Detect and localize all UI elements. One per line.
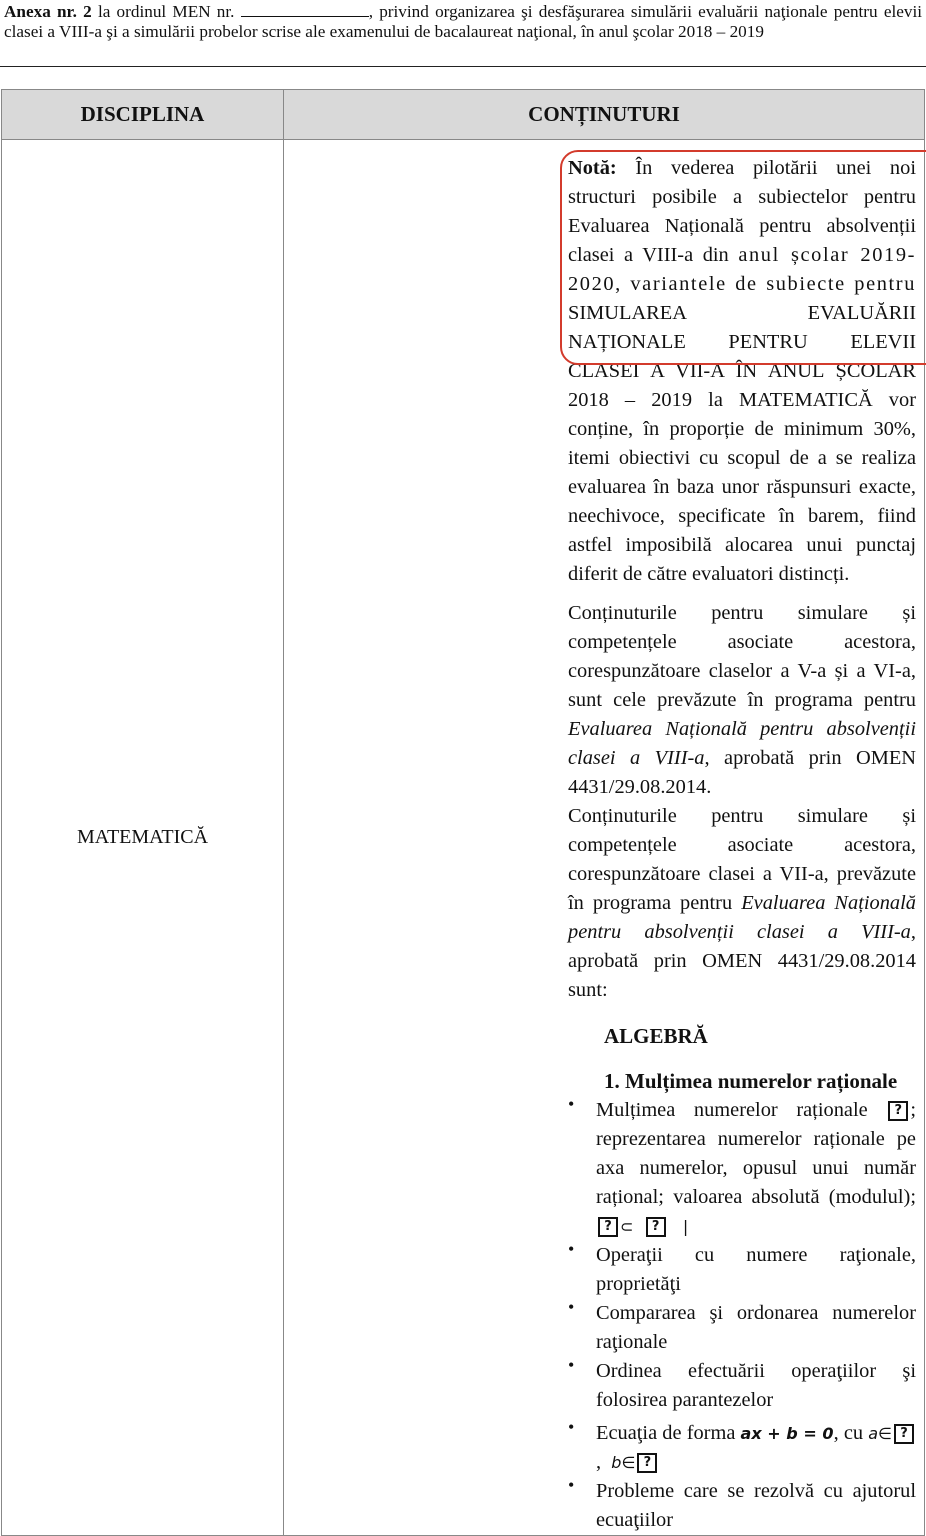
- missing-symbol-icon: ?: [646, 1217, 666, 1237]
- subset-symbol: ⊂: [620, 1217, 634, 1236]
- contents-cell: [284, 140, 925, 1536]
- section-title: ALGEBRĂ: [604, 1024, 708, 1048]
- equation: ax + b = 0: [740, 1424, 834, 1443]
- topics-list: [568, 1096, 916, 1535]
- list-item: • Compararea şi ordonarea numerelor raţionale: [568, 1299, 916, 1357]
- list-item: • Ecuaţia de forma ax + b = 0, cu a∈ ?, b∈ ?: [568, 1419, 916, 1477]
- curriculum-table: [1, 89, 925, 1536]
- table-header-row: [2, 90, 925, 140]
- order-number-blank: [241, 2, 369, 17]
- program-title: Evaluarea Națională pentru absolvenții clasei a VIII-a: [568, 718, 916, 769]
- item-text: Mulțimea numerelor raționale: [596, 1099, 868, 1121]
- paragraph-text: , aprobată prin OMEN 4431/29.08.2014 sunt:: [568, 921, 916, 1001]
- column-header-contents: CONȚINUTURI: [284, 90, 925, 140]
- missing-symbol-icon: ?: [637, 1453, 657, 1473]
- document-header: [4, 2, 922, 42]
- item-text: ; reprezentarea numerelor raționale pe axa numerelor, opusul unui număr rațional; valoarea absolută (modulul);: [596, 1099, 916, 1208]
- modulus-bar: |: [682, 1217, 689, 1236]
- paragraph-text: Conținuturile pentru simulare și competențele asociate acestora, corespunzătoare claselor a V-a și a VI-a, sunt cele prevăzute în programa pentru: [568, 602, 916, 711]
- header-text-2: , privind organizarea şi desfăşurarea simulării evaluării naţionale pentru elevii clasei a VIII-a şi a simulării probelor scrise ale examenului de bacalaureat naţional, în anul şcolar 2018 – 2019: [4, 2, 923, 41]
- program-title: Evaluarea Națională pentru absolvenții clasei a VIII-a: [568, 892, 916, 943]
- column-header-discipline: DISCIPLINA: [2, 90, 284, 140]
- list-item: • Operaţii cu numere raţionale, proprietăţi: [568, 1241, 916, 1299]
- missing-symbol-icon: ?: [598, 1217, 618, 1237]
- paragraph-grades-5-6: [568, 599, 916, 802]
- paragraph-text: Conținuturile pentru simulare și competențele asociate acestora, corespunzătoare clasei a VII-a, prevăzute în programa pentru: [568, 805, 916, 914]
- note-block: [568, 154, 916, 589]
- note-line-1: În vederea pilotării unei noi structuri posibile a subiectelor pentru Evaluarea Națională pentru absolvenții clasei a VIII-a din: [568, 157, 916, 266]
- table-row: [2, 140, 925, 1536]
- note-label: Notă:: [568, 157, 617, 179]
- note-line-2: anul școlar 2019-2020, variantele de subiecte pentru: [568, 244, 916, 295]
- math-a-in: a∈: [868, 1424, 892, 1443]
- list-item: [568, 1096, 916, 1241]
- header-text-1: la ordinul MEN nr.: [97, 2, 235, 21]
- missing-symbol-icon: ?: [894, 1424, 914, 1444]
- item-text: , cu: [833, 1422, 864, 1444]
- annex-label: Anexa nr. 2: [4, 2, 92, 21]
- math-b-in: b∈: [611, 1453, 636, 1472]
- note-line-3: SIMULAREA EVALUĂRII NAȚIONALE PENTRU ELEVII CLASEI A VII-A ÎN ANUL ȘCOLAR 2018 – 2019 la MATEMATICĂ vor conține, în proporție de minimum 30%, itemi obiectivi cu scopul de a se realiza evaluarea în baza unor răspunsuri exacte, neechivoce, specificate în barem, fiind astfel imposibilă alocarea unui punctaj diferit de către evaluatori distincți.: [568, 302, 916, 585]
- list-item: • Ordinea efectuării operaţiilor şi folosirea parantezelor: [568, 1357, 916, 1415]
- subsection-title: 1. Mulțimea numerelor raționale: [604, 1069, 898, 1093]
- discipline-cell: MATEMATICĂ: [2, 140, 284, 1536]
- paragraph-text: , aprobată prin OMEN 4431/29.08.2014.: [568, 747, 917, 798]
- missing-symbol-icon: ?: [888, 1101, 908, 1121]
- header-divider: [0, 66, 926, 67]
- note-paragraph: [568, 154, 916, 589]
- paragraph-grade-7: [568, 802, 916, 1005]
- list-item: • Probleme care se rezolvă cu ajutorul ecuaţiilor: [568, 1477, 916, 1535]
- item-text: Ecuaţia de forma: [596, 1422, 736, 1444]
